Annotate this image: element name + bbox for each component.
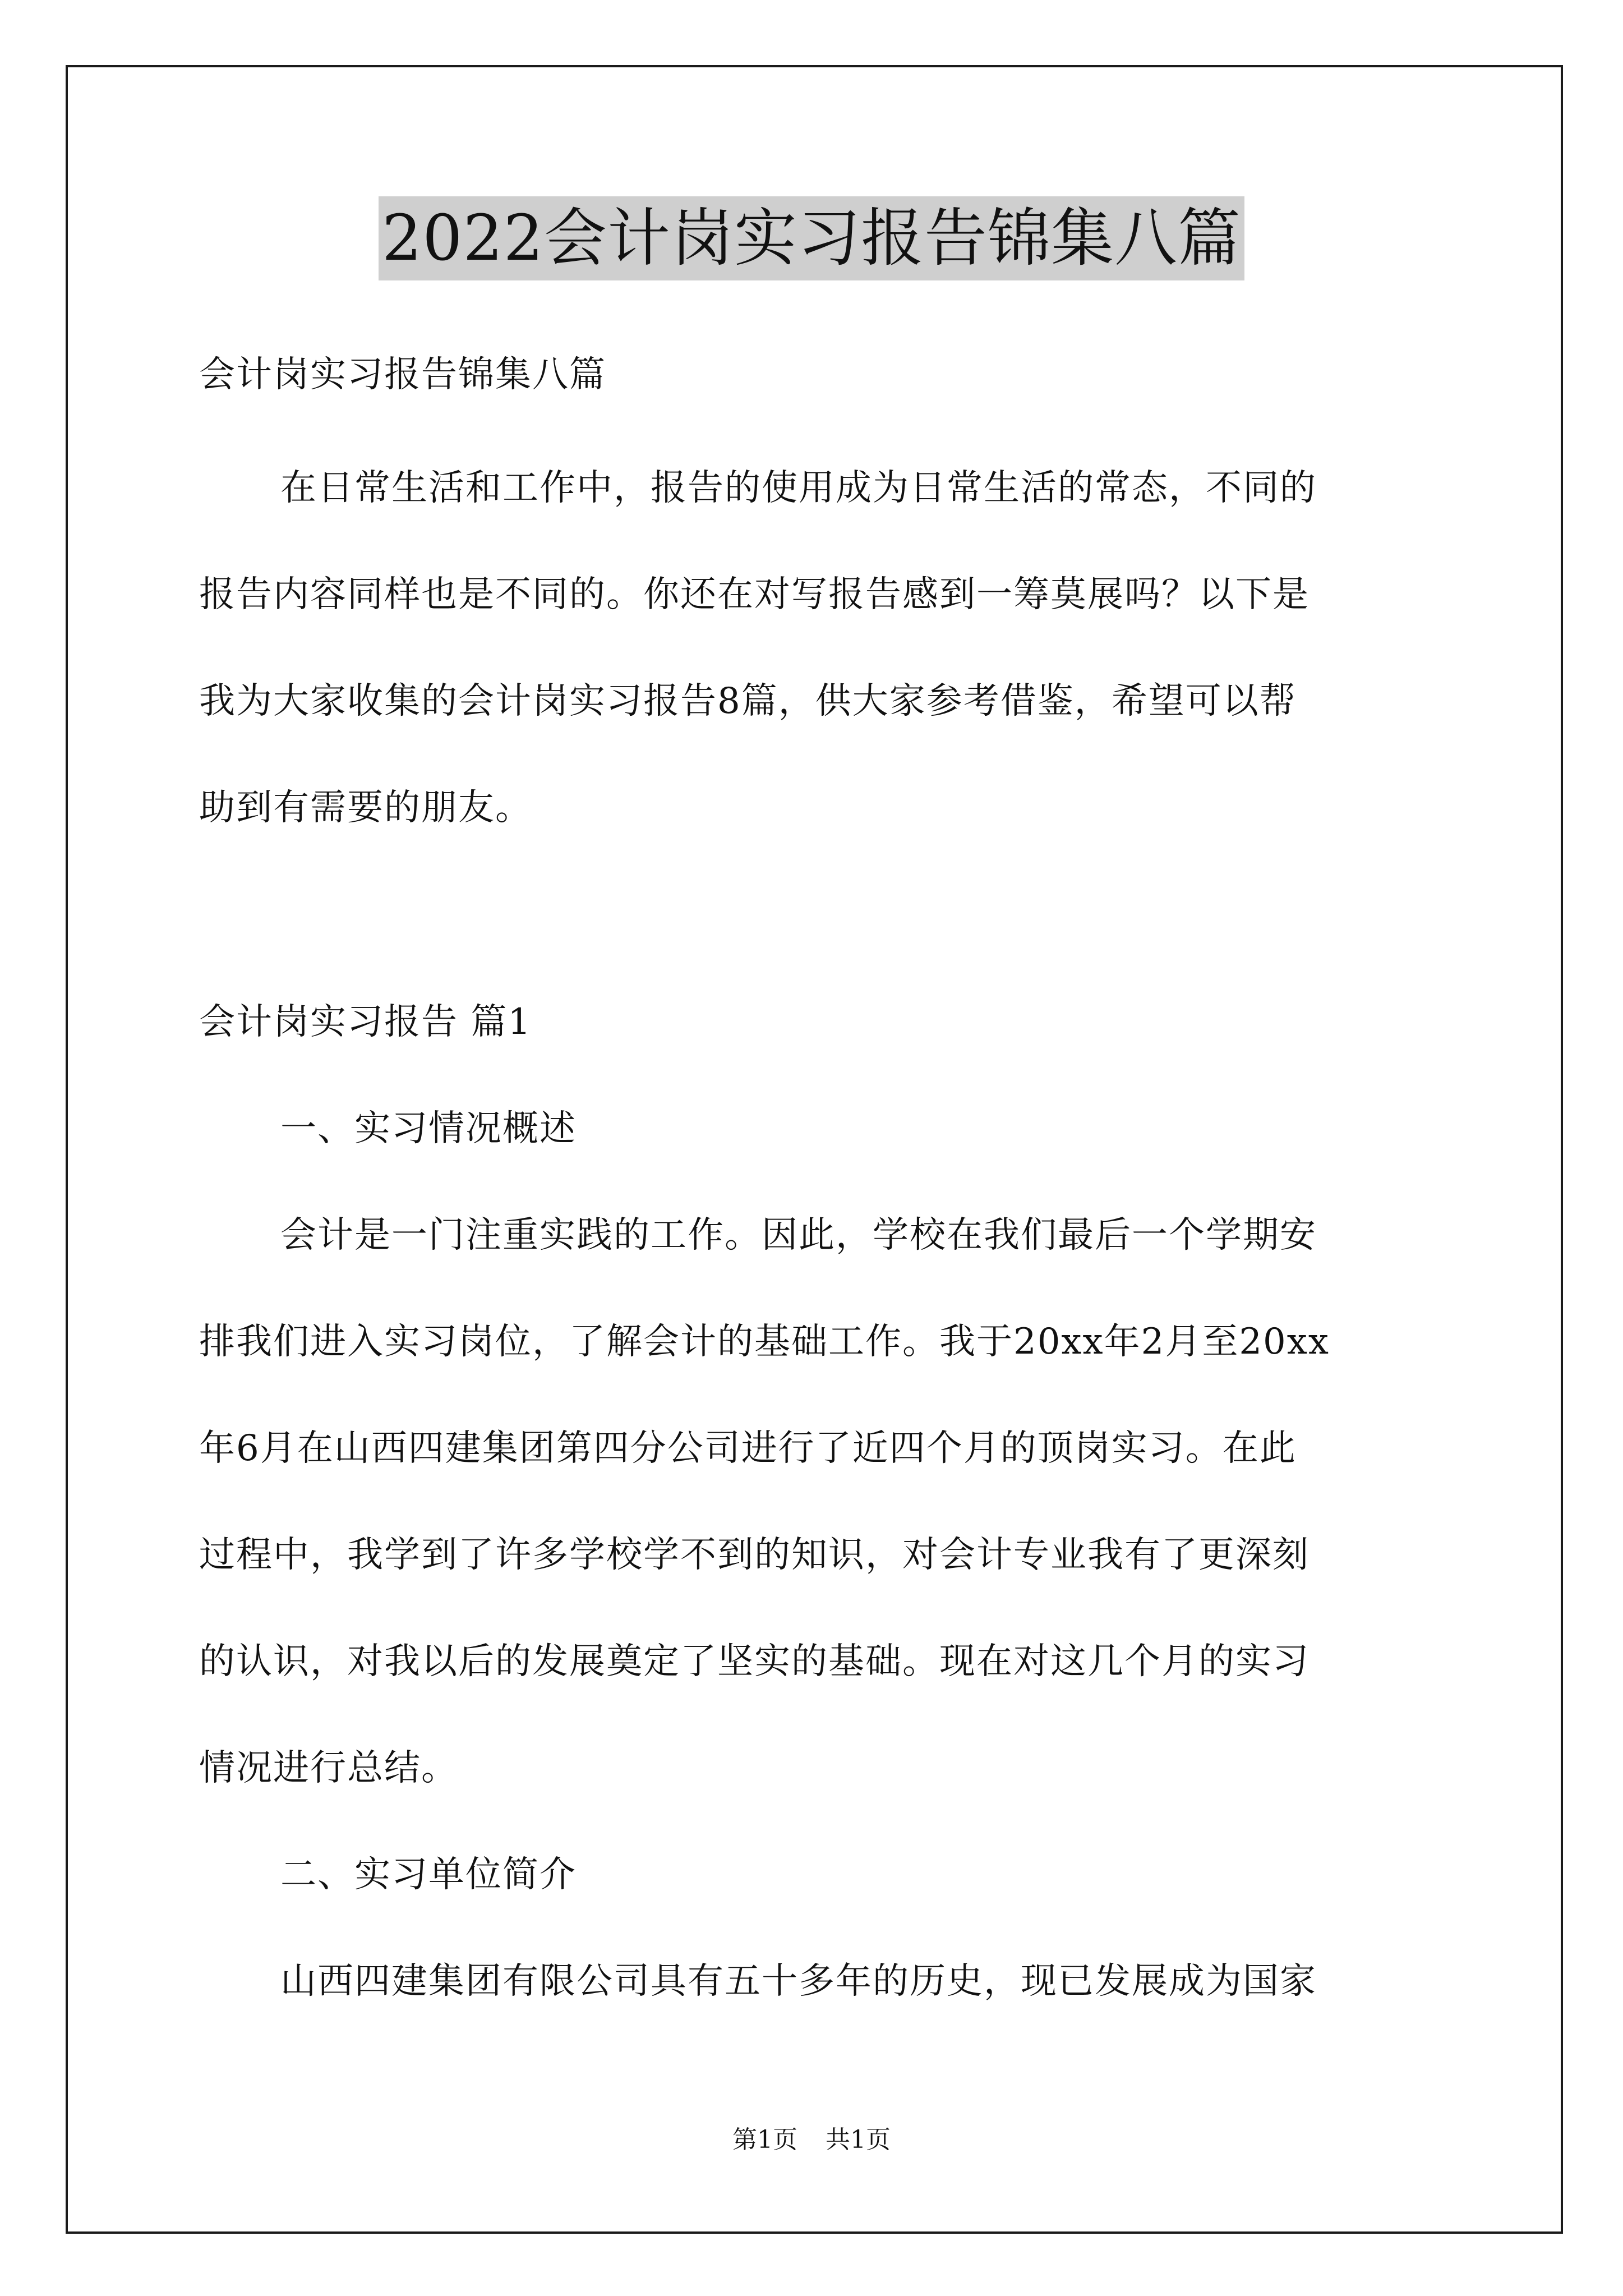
title-block [0, 196, 1623, 280]
page-footer [0, 2123, 1623, 2157]
intro-line: 报告内容同样也是不同的。你还在对写报告感到一筹莫展吗？以下是 [199, 574, 1310, 615]
heading-overview: 一、实习情况概述 [280, 1108, 577, 1149]
paragraph-line: 排我们进入实习岗位，了解会计的基础工作。我于20xx年2月至20xx [199, 1321, 1330, 1363]
paragraph-line: 年6月在山西四建集团第四分公司进行了近四个月的顶岗实习。在此 [199, 1428, 1297, 1469]
subtitle: 会计岗实习报告锦集八篇 [199, 354, 606, 395]
paragraph-line: 山西四建集团有限公司具有五十多年的历史，现已发展成为国家 [280, 1961, 1317, 2002]
page-total: 共1页 [826, 2125, 891, 2154]
document-title: 2022会计岗实习报告锦集八篇 [379, 196, 1244, 280]
paragraph-line: 会计是一门注重实践的工作。因此，学校在我们最后一个学期安 [280, 1214, 1317, 1256]
paragraph-line: 过程中，我学到了许多学校学不到的知识，对会计专业我有了更深刻 [199, 1534, 1310, 1576]
section-heading: 会计岗实习报告 篇1 [199, 1001, 532, 1043]
page-number: 第1页 [732, 2125, 797, 2154]
intro-line: 助到有需要的朋友。 [199, 787, 532, 829]
paragraph-line: 情况进行总结。 [199, 1747, 458, 1789]
intro-line: 在日常生活和工作中，报告的使用成为日常生活的常态，不同的 [280, 467, 1317, 509]
intro-line: 我为大家收集的会计岗实习报告8篇，供大家参考借鉴，希望可以帮 [199, 680, 1297, 722]
paragraph-line: 的认识，对我以后的发展奠定了坚实的基础。现在对这几个月的实习 [199, 1641, 1310, 1682]
heading-company: 二、实习单位简介 [280, 1854, 577, 1895]
